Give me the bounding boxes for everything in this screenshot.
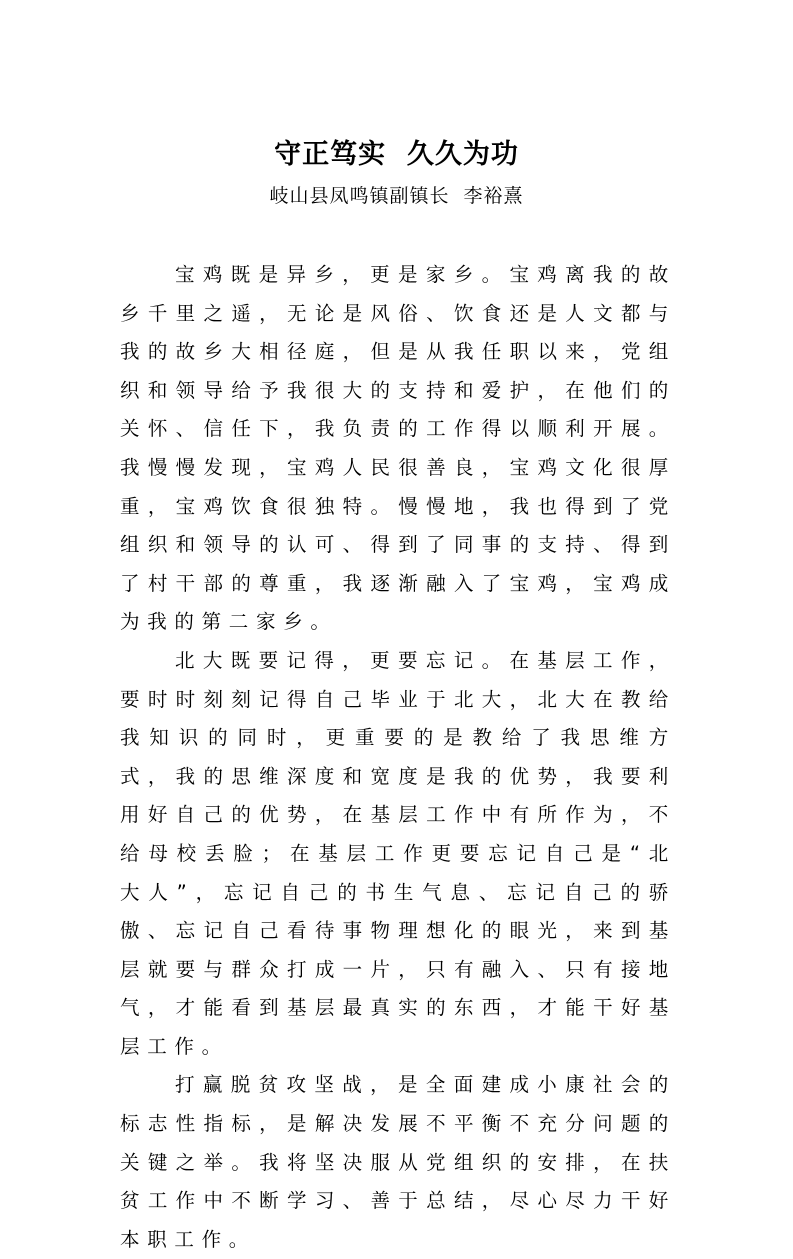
document-byline: 岐山县凤鸣镇副镇长 李裕熹 xyxy=(269,185,524,207)
document-body xyxy=(120,256,676,1259)
paragraph: 宝鸡既是异乡，更是家乡。宝鸡离我的故乡千里之遥，无论是风俗、饮食还是人文都与我的故乡大相径庭，但是从我任职以来，党组织和领导给予我很大的支持和爱护，在他们的关怀、信任下，我负责的工作得以顺利开展。我慢慢发现，宝鸡人民很善良，宝鸡文化很厚重，宝鸡饮食很独特。慢慢地，我也得到了党组织和领导的认可、得到了同事的支持、得到了村干部的尊重，我逐渐融入了宝鸡，宝鸡成为我的第二家乡。 xyxy=(120,263,676,634)
paragraph: 打赢脱贫攻坚战，是全面建成小康社会的标志性指标，是解决发展不平衡不充分问题的关键之举。我将坚决服从党组织的安排，在扶贫工作中不断学习、善于总结，尽心尽力干好本职工作。 xyxy=(120,1073,676,1251)
paragraph: 北大既要记得，更要忘记。在基层工作，要时时刻刻记得自己毕业于北大，北大在教给我知识的同时，更重要的是教给了我思维方式，我的思维深度和宽度是我的优势，我要利用好自己的优势，在基层工作中有所作为，不给母校丢脸；在基层工作更要忘记自己是“北大人”，忘记自己的书生气息、忘记自己的骄傲、忘记自己看待事物理想化的眼光，来到基层就要与群众打成一片，只有融入、只有接地气，才能看到基层最真实的东西，才能干好基层工作。 xyxy=(120,648,676,1058)
document-title: 守正笃实 久久为功 xyxy=(274,139,519,170)
